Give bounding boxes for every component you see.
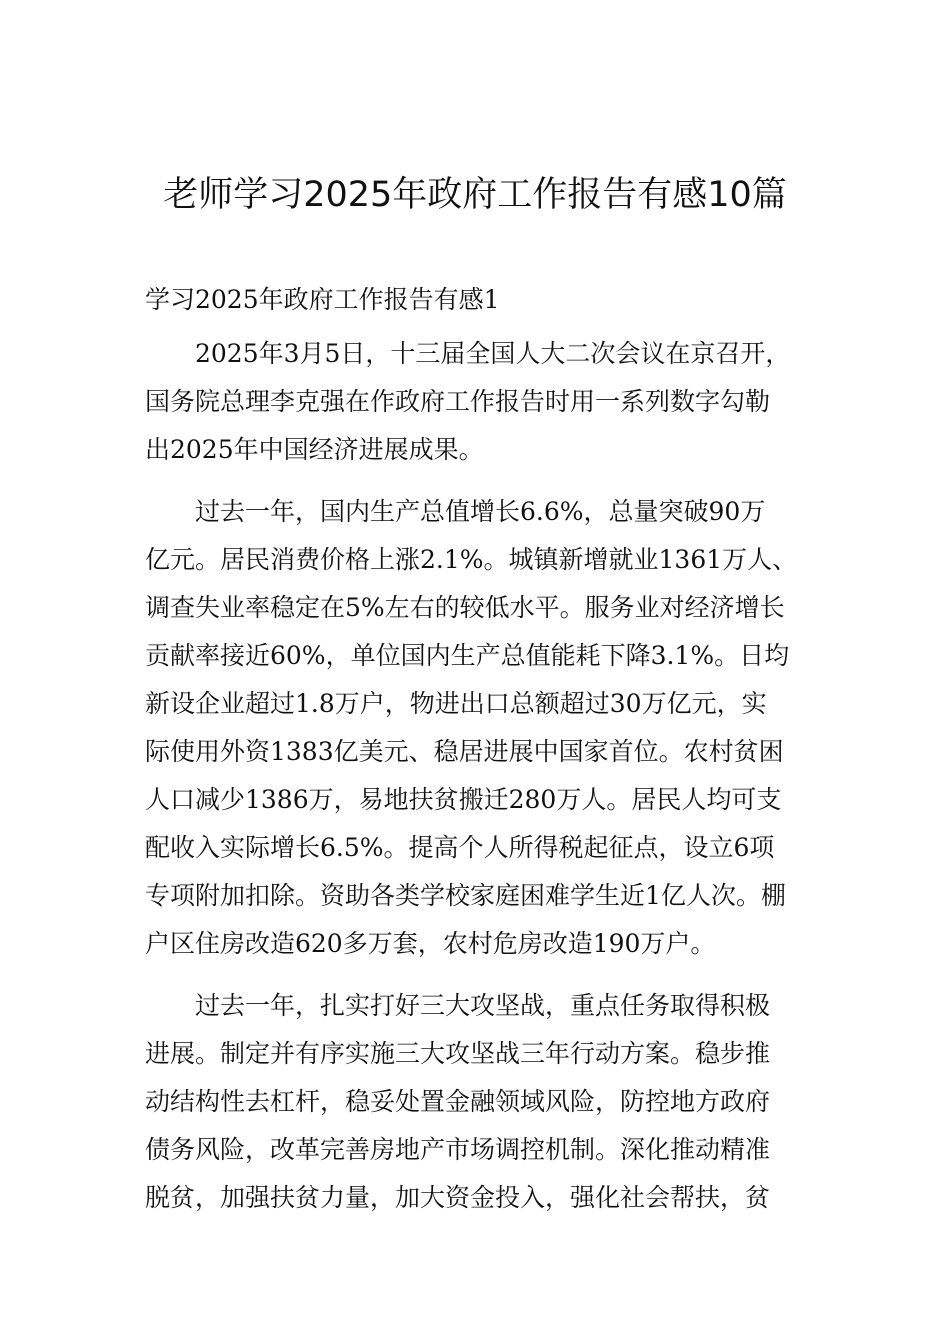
paragraph-3 <box>145 982 810 1222</box>
paragraph-line: 债务风险，改革完善房地产市场调控机制。深化推动精准 <box>145 1135 771 1164</box>
paragraph-line: 脱贫，加强扶贫力量，加大资金投入，强化社会帮扶，贫 <box>145 1183 771 1212</box>
paragraph-line: 动结构性去杠杆，稳妥处置金融领域风险，防控地方政府 <box>145 1087 771 1116</box>
paragraph-line: 亿元。居民消费价格上涨2.1%。城镇新增就业1361万人、 <box>145 545 798 574</box>
paragraph-line: 过去一年，国内生产总值增长6.6%，总量突破90万 <box>195 497 766 526</box>
paragraph-line: 专项附加扣除。资助各类学校家庭困难学生近1亿人次。棚 <box>145 881 786 910</box>
paragraph-line: 际使用外资1383亿美元、稳居进展中国家首位。农村贫困 <box>145 737 784 766</box>
paragraph-line: 进展。制定并有序实施三大攻坚战三年行动方案。稳步推 <box>145 1039 771 1068</box>
paragraph-2 <box>145 488 810 968</box>
section-heading: 学习2025年政府工作报告有感1 <box>145 285 500 314</box>
document-title: 老师学习2025年政府工作报告有感10篇 <box>163 175 787 216</box>
paragraph-line: 配收入实际增长6.5%。提高个人所得税起征点，设立6项 <box>145 833 775 862</box>
paragraph-line: 人口减少1386万，易地扶贫搬迁280万人。居民人均可支 <box>145 785 782 814</box>
paragraph-1 <box>145 330 810 474</box>
paragraph-line: 户区住房改造620多万套，农村危房改造190万户。 <box>145 929 716 958</box>
paragraph-line: 2025年3月5日，十三届全国人大二次会议在京召开， <box>195 339 791 368</box>
paragraph-line: 新设企业超过1.8万户，物进出口总额超过30万亿元，实 <box>145 689 767 718</box>
document-body <box>145 276 810 1236</box>
paragraph-line: 出2025年中国经济进展成果。 <box>145 435 484 464</box>
paragraph-line: 调查失业率稳定在5%左右的较低水平。服务业对经济增长 <box>145 593 785 622</box>
paragraph-line: 过去一年，扎实打好三大攻坚战，重点任务取得积极 <box>195 991 771 1020</box>
paragraph-line: 贡献率接近60%，单位国内生产总值能耗下降3.1%。日均 <box>145 641 790 670</box>
paragraph-line: 国务院总理李克强在作政府工作报告时用一系列数字勾勒 <box>145 387 771 416</box>
